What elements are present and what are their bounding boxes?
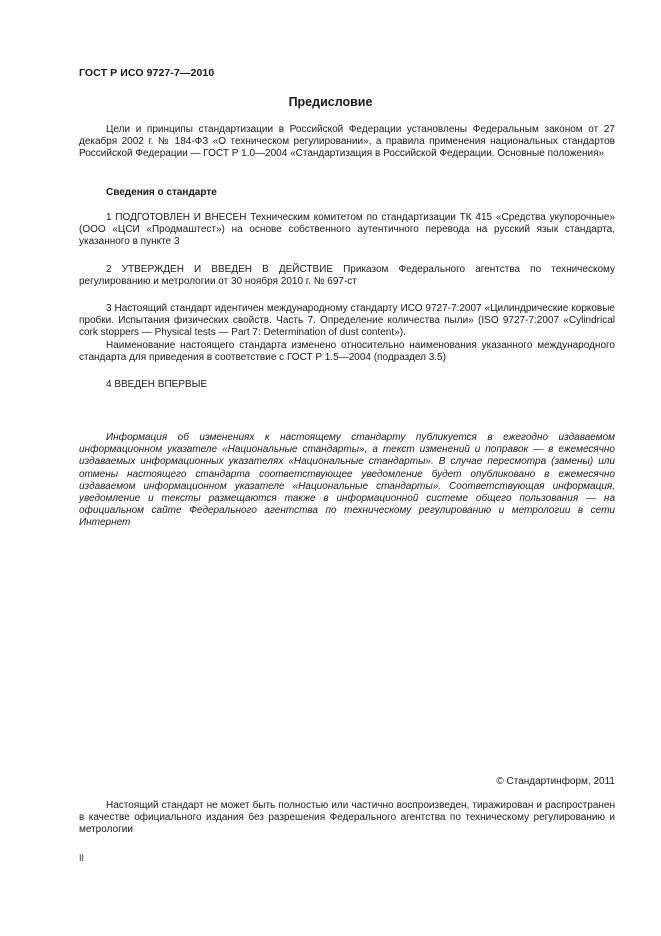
info-item-2: 2 УТВЕРЖДЕН И ВВЕДЕН В ДЕЙСТВИЕ Приказом Федерального агентства по техническому регулированию и метрологии от 30 ноября 2010 г. № 697-ст xyxy=(79,264,615,288)
standard-info-heading: Сведения о стандарте xyxy=(106,187,217,198)
standard-id-header: ГОСТ Р ИСО 9727-7—2010 xyxy=(79,67,215,79)
info-item-3: 3 Настоящий стандарт идентичен международному стандарту ИСО 9727-7:2007 «Цилиндрические корковые пробки. Испытания физических свойств. Часть 7. Определение количества пыли» (ISO 9727-7:2007 «Cylindrical cork stoppers — Physical tests — Part 7: Determination of dust content»). xyxy=(79,303,615,339)
preface-title: Предисловие xyxy=(288,95,373,109)
reproduction-notice: Настоящий стандарт не может быть полностью или частично воспроизведен, тиражирован и распространен в качестве официального издания без разрешения Федерального агентства по техническому регулированию и метрологии xyxy=(79,800,615,836)
changes-information-paragraph: Информация об изменениях к настоящему стандарту публикуется в ежегодно издаваемом информационном указателе «Национальные стандарты», а текст изменений и поправок — в ежемесячно издаваемых информационных указателях «Национальные стандарты». В случае пересмотра (замены) или отмены настоящего стандарта соответствующее уведомление будет опубликовано в ежемесячно издаваемом информационном указателе «Национальные стандарты». Соответствующая информация, уведомление и тексты размещаются также в информационной системе общего пользования — на официальном сайте Федерального агентства по техническому регулированию и метрологии в сети Интернет xyxy=(79,432,615,529)
page-number: II xyxy=(79,853,85,863)
info-item-4: 4 ВВЕДЕН ВПЕРВЫЕ xyxy=(106,379,208,390)
info-item-3-note: Наименование настоящего стандарта изменено относительно наименования указанного международного стандарта для приведения в соответствие с ГОСТ Р 1.5—2004 (подраздел 3.5) xyxy=(79,340,615,364)
info-item-1: 1 ПОДГОТОВЛЕН И ВНЕСЕН Техническим комитетом по стандартизации ТК 415 «Средства укупорочные» (ООО «ЦСИ «Продмаштест») на основе собственного аутентичного перевода на русский язык стандарта, указанного в пункте 3 xyxy=(79,212,615,248)
preface-intro-paragraph: Цели и принципы стандартизации в Российской Федерации установлены Федеральным законом от 27 декабря 2002 г. № 184-ФЗ «О техническом регулировании», а правила применения национальных стандартов Российской Федерации — ГОСТ Р 1.0—2004 «Стандартизация в Российской Федерации. Основные положения» xyxy=(79,124,615,160)
copyright-notice: © Стандартинформ, 2011 xyxy=(496,776,615,787)
